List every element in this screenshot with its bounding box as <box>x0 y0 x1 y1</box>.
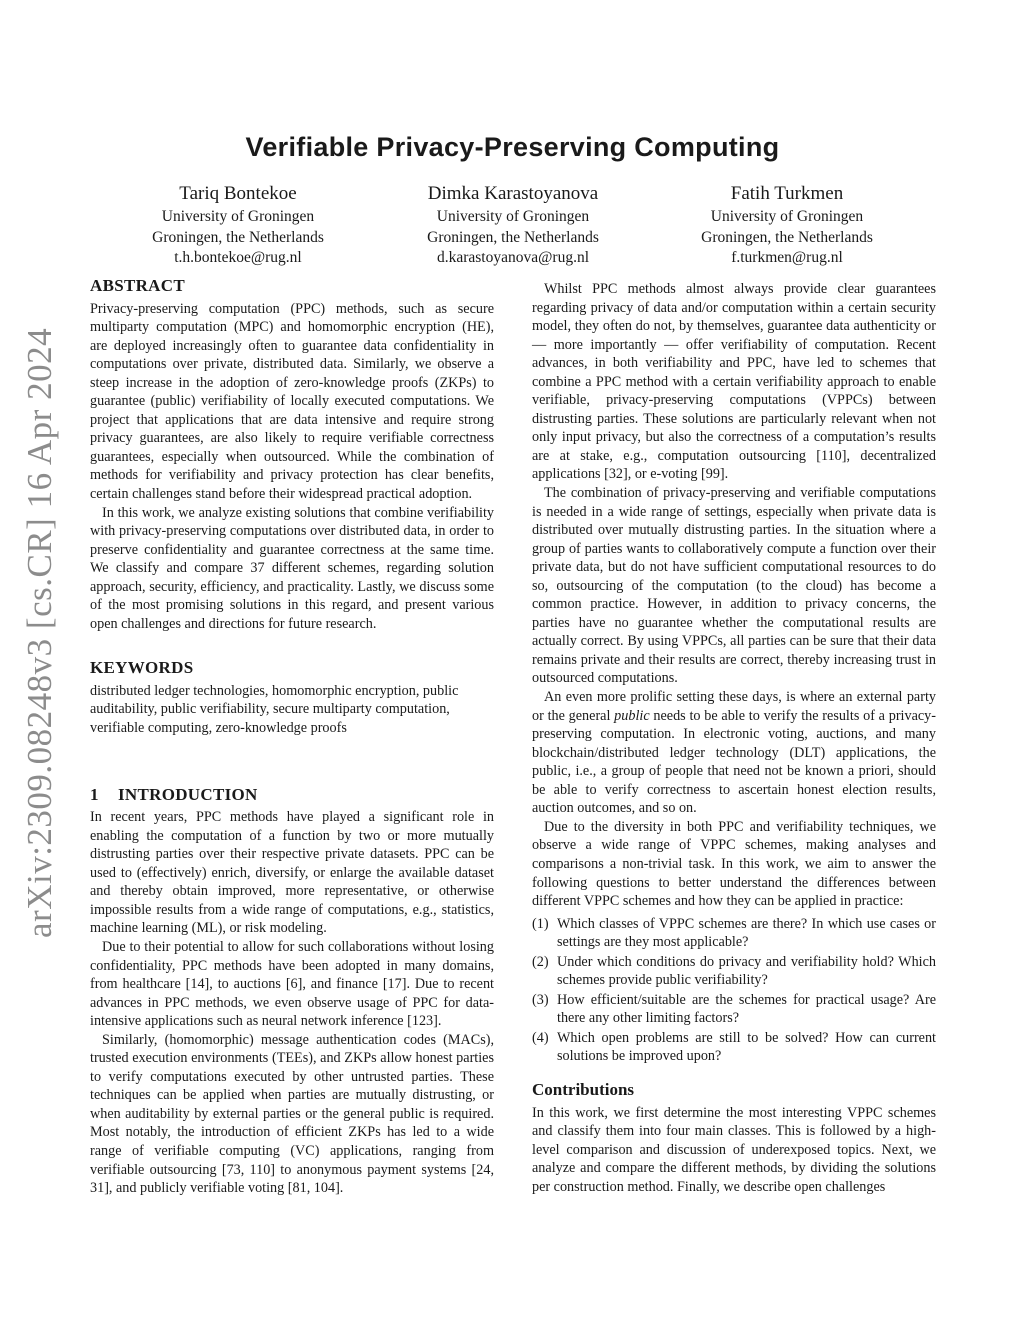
intro-paragraph: Similarly, (homomorphic) message authentication codes (MACs), trusted execution environments (TEEs), and ZKPs allow honest parties to verify computations executed by other untrusted parties. These techniques can be applied when parties are mutually distrusting, or when auditability by external parties or the general public is required. Most notably, the introduction of efficient ZKPs has led to a wide range of verifiable computing (VC) applications, ranging from verifiable outsourcing [73, 110] to anonymous payment systems [24, 31], and publicly verifiable voting [81, 104]. <box>90 1031 494 1197</box>
author-name: Fatih Turkmen <box>730 183 844 204</box>
author-email: t.h.bontekoe@rug.nl <box>174 249 302 266</box>
paper-title: Verifiable Privacy-Preserving Computing <box>245 132 780 162</box>
emphasis-public: public <box>614 707 650 724</box>
author-name: Dimka Karastoyanova <box>427 183 599 204</box>
intro-paragraph: Due to the diversity in both PPC and verifiability techniques, we observe a wide range of VPPC schemes, making analyses and comparisons a non-trivial task. In this work, we aim to answer the following questions to better understand the differences between different VPPC schemes and how they can be applied in practice: <box>532 818 936 910</box>
list-item: (1) Which classes of VPPC schemes are there? In which use cases or settings are they most applicable? <box>532 915 936 951</box>
author-block <box>108 182 368 269</box>
author-email: f.turkmen@rug.nl <box>731 249 843 266</box>
arxiv-identifier: arXiv:2309.08248v3 [cs.CR] 16 Apr 2024 <box>20 327 59 938</box>
author-affiliation: University of Groningen <box>436 208 590 225</box>
author-block <box>383 182 643 269</box>
contributions-heading: Contributions <box>532 1079 635 1099</box>
intro-paragraph: Whilst PPC methods almost always provide clear guarantees regarding privacy of data and/or computation within a certain security model, they often do not, by themselves, guarantee data authenticity or — more importantly — offer verifiability of computation. Recent advances, in both verifiability and PPC, have led to schemes that combine a PPC method with a certain verifiability approach to enable verifiable, privacy-preserving computations (VPPCs) between distrusting parties. These solutions are particularly relevant when not only input privacy, but also the correctness of a computation’s results are at stake, e.g., computation outsourcing [110], decentralized applications [32], or e-voting [99]. <box>532 281 936 483</box>
keywords-text: distributed ledger technologies, homomorphic encryption, public auditability, public verifiability, secure multiparty computation, verifiable computing, zero-knowledge proofs <box>90 682 459 737</box>
intro-paragraph: Due to their potential to allow for such collaborations without losing confidentiality, PPC methods have been adopted in many domains, from healthcare [14], to auctions [6], and finance [17]. Due to recent advances in PPC methods, we even observe usage of PPC for data-intensive applications such as neural network inference [123]. <box>90 938 494 1030</box>
list-item: (3) How efficient/suitable are the schemes for practical usage? Are there any other limiting factors? <box>532 991 936 1027</box>
abstract-paragraph: In this work, we analyze existing solutions that combine verifiability with privacy-preserving computations over distributed data, in order to preserve confidentiality and guarantee correctness at the same time. We classify and compare 37 different schemes, regarding solution approach, security, efficiency, and practicality. Lastly, we discuss some of the most promising solutions in this regard, and present various open challenges and directions for future research. <box>90 504 494 632</box>
intro-paragraph: The combination of privacy-preserving and verifiable computations is needed in a wide range of settings, especially when private data is distributed over mutually distrusting parties. In the situation where a group of parties wants to collaboratively compute a function over their private data, but do not have sufficient computational resources to do so, outsourcing of the computation (to the cloud) has become a common practice. However, in addition to privacy concerns, the parties have no guarantee whether the computational results are actually correct. By using VPPCs, all parties can be sure that their data remains private and their results are correct, thereby increasing trust in outsourced computations. <box>532 485 936 687</box>
abstract-heading: ABSTRACT <box>90 276 185 295</box>
author-location: Groningen, the Netherlands <box>701 228 873 246</box>
list-item: (4) Which open problems are still to be solved? How can current solutions be improved upon? <box>532 1029 936 1065</box>
author-affiliation: University of Groningen <box>710 208 864 225</box>
intro-paragraph: In recent years, PPC methods have played a significant role in enabling the computation of a function by two or more mutually distrusting parties over their respective private datasets. PPC can be used to (effectively) enrich, diversify, or enlarge the available dataset and thereby obtain improved, more representative, or otherwise impossible results from a wide range of computations, e.g., statistics, machine learning (ML), or risk modeling. <box>90 809 494 937</box>
author-location: Groningen, the Netherlands <box>427 228 599 246</box>
left-column <box>90 277 494 1198</box>
research-questions-list <box>532 915 936 1066</box>
author-email: d.karastoyanova@rug.nl <box>436 249 589 266</box>
intro-paragraph-public: An even more prolific setting these days, is where an external party or the general public needs to be able to verify the results of a privacy-preserving computation. In electronic voting, auctions, and many blockchain/distributed ledger technology (DLT) applications, the public, i.e., a group of people that need not be known a priori, should be able to verify correctness to ascertain honest election results, auction outcomes, and so on. <box>532 689 936 817</box>
author-name: Tariq Bontekoe <box>179 183 297 204</box>
section-title: INTRODUCTION <box>118 784 258 804</box>
section-number: 1 <box>90 784 99 804</box>
list-item: (2) Under which conditions do privacy and verifiability hold? Which schemes provide public verifiability? <box>532 953 936 989</box>
author-location: Groningen, the Netherlands <box>152 228 324 246</box>
author-block <box>657 182 917 269</box>
author-affiliation: University of Groningen <box>161 208 315 225</box>
keywords-heading: KEYWORDS <box>90 658 194 678</box>
right-column <box>532 280 936 1196</box>
introduction-heading <box>90 786 494 805</box>
abstract-paragraph: Privacy-preserving computation (PPC) methods, such as secure multiparty computation (MPC) and homomorphic encryption (HE), are deployed increasingly often to guarantee data confidentiality in computations over private, distributed data. Similarly, we observe a steep increase in the adoption of zero-knowledge proofs (ZKPs) to guarantee (public) verifiability of locally executed computations. We project that applications that are data intensive and require strong privacy guarantees, are also likely to require verifiable correctness guarantees, especially when outsourced. While the combination of methods for verifiability and privacy protection has clear benefits, certain challenges stand before their widespread practical adoption. <box>90 300 494 503</box>
contributions-paragraph: In this work, we first determine the most interesting VPPC schemes and classify them into four main classes. This is followed by a high-level comparison and discussion of underexposed topics. Next, we analyze and compare the different methods, by dividing the solutions per construction method. Finally, we describe open challenges <box>532 1104 936 1195</box>
